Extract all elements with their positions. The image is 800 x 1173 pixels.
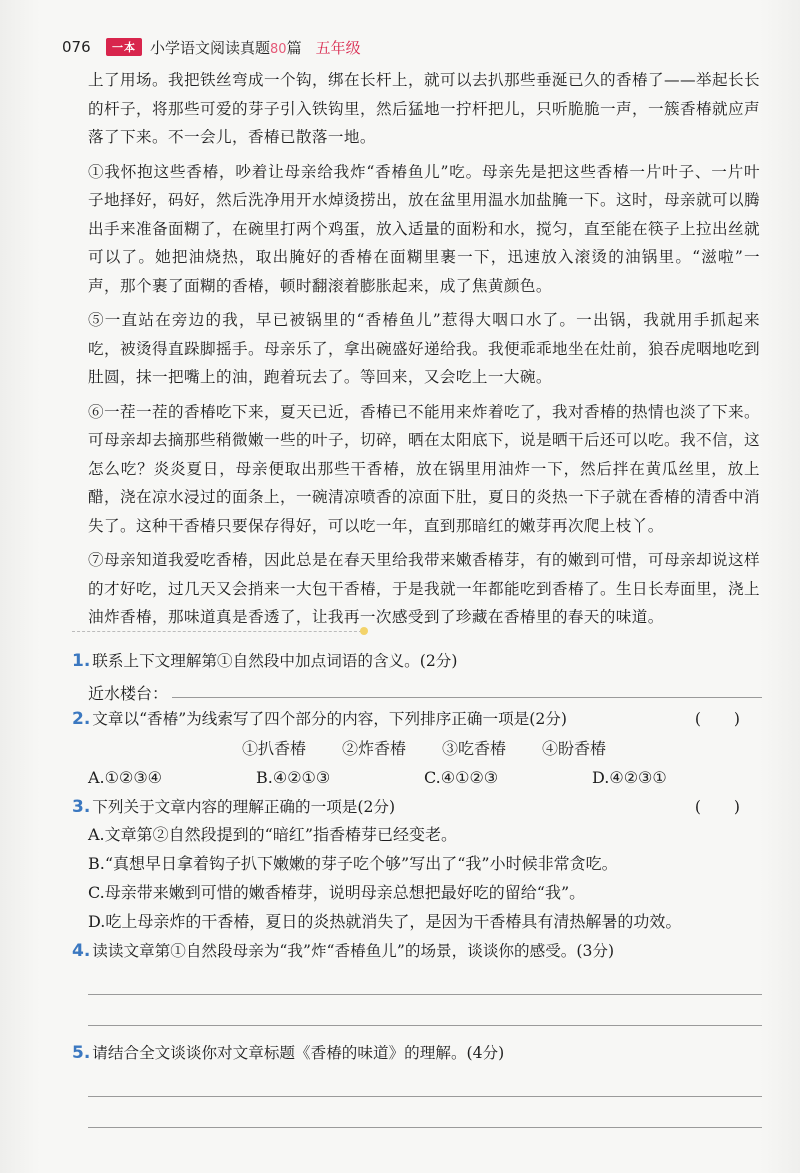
divider-line (72, 631, 362, 632)
ordering-item: ②炸香椿 (342, 738, 407, 758)
passage-paragraph: ①我怀抱这些香椿，吵着让母亲给我炸“香椿鱼儿”吃。母亲先是把这些香椿一片叶子、一片叶子地择好，码好，然后洗净用开水焯烫捞出，放在盆里用温水加盐腌一下。这时，母亲就可以腾出手来准备面糊了，在碗里打两个鸡蛋，放入适量的面粉和水，搅匀，直至能在筷子上拉出丝就可以了。她把油烧热，取出腌好的香椿在面糊里裹一下，迅速放入滚烫的油锅里。“滋啦”一声，那个裹了面糊的香椿，顿时翻滚着膨胀起来，成了焦黄颜色。 (88, 162, 760, 295)
book-title-main: 小学语文阅读真题 (150, 38, 271, 57)
question-number: 5. (72, 1043, 91, 1063)
ordering-item: ③吃香椿 (442, 738, 507, 758)
page-header (62, 36, 361, 58)
answer-line[interactable] (88, 1066, 762, 1097)
question-text: 请结合全文谈谈你对文章标题《香椿的味道》的理解。(4分) (92, 1044, 505, 1062)
choice-option[interactable]: A.①②③④ (88, 767, 163, 787)
grade-label: 五年级 (315, 38, 361, 57)
question-5 (72, 1040, 762, 1066)
ordering-item: ④盼香椿 (542, 738, 607, 758)
book-title-number: 80 (270, 41, 287, 57)
answer-paren[interactable]: ( ) (694, 710, 754, 728)
question-text: 联系上下文理解第①自然段中加点词语的含义。(2分) (92, 652, 458, 670)
question-section (72, 648, 762, 1128)
page-number: 076 (62, 38, 91, 56)
question-text: 读读文章第①自然段母亲为“我”炸“香椿鱼儿”的场景，谈谈你的感受。(3分) (92, 942, 615, 960)
passage-paragraph: ⑤一直站在旁边的我，早已被锅里的“香椿鱼儿”惹得大咽口水了。一出锅，我就用手抓起来吃，被烫得直跺脚摇手。母亲乐了，拿出碗盛好递给我。我便乖乖地坐在灶前，狼吞虎咽地吃到肚圆，抹一把嘴上的油，跑着玩去了。等回来，又会吃上一大碗。 (88, 311, 760, 386)
choice-option[interactable]: B.④②①③ (256, 767, 331, 787)
question-3 (72, 794, 762, 820)
answer-line[interactable] (172, 697, 762, 698)
answer-paren[interactable]: ( ) (694, 798, 754, 816)
choice-row (88, 762, 762, 792)
divider-dot (360, 627, 368, 635)
choice-option[interactable]: C.④①②③ (424, 767, 499, 787)
question-2 (72, 706, 762, 732)
ordering-items (242, 732, 762, 762)
question-number: 4. (72, 941, 91, 961)
question-number: 1. (72, 651, 91, 671)
book-title (150, 37, 302, 58)
choice-option[interactable]: B.“真想早日拿着钩子扒下嫩嫩的芽子吃个够”写出了“我”小时候非常贪吃。 (88, 854, 618, 873)
answer-line[interactable] (88, 1097, 762, 1128)
choice-option[interactable]: C.母亲带来嫩到可惜的嫩香椿芽，说明母亲总想把最好吃的留给“我”。 (88, 883, 586, 902)
answer-row (88, 674, 762, 704)
choice-option[interactable]: A.文章第②自然段提到的“暗红”指香椿芽已经变老。 (88, 825, 458, 844)
answer-line[interactable] (88, 995, 762, 1026)
question-text: 下列关于文章内容的理解正确的一项是(2分) (92, 798, 396, 816)
question-number: 3. (72, 797, 91, 817)
question-number: 2. (72, 709, 91, 729)
brand-logo: 一本 (106, 38, 142, 56)
passage-paragraph: ⑥一茬一茬的香椿吃下来，夏天已近，香椿已不能用来炸着吃了，我对香椿的热情也淡了下来。可母亲却去摘那些稍微嫩一些的叶子，切碎，晒在太阳底下，说是晒干后还可以吃。我不信，这怎么吃？炎炎夏日，母亲便取出那些干香椿，放在锅里用油炸一下，然后拌在黄瓜丝里，放上醋，浇在凉水浸过的面条上，一碗清凉喷香的凉面下肚，夏日的炎热一下子就在香椿的清香中消失了。这种干香椿只要保存得好，可以吃一年，直到那暗红的嫩芽再次爬上枝丫。 (88, 402, 760, 535)
passage-paragraph: ⑦母亲知道我爱吃香椿，因此总是在春天里给我带来嫩香椿芽，有的嫩到可惜，可母亲却说这样的才好吃，过几天又会捎来一大包干香椿，于是我就一年都能吃到香椿了。生日长寿面里，浇上油炸香椿，那味道真是香透了，让我再一次感受到了珍藏在香椿里的春天的味道。 (88, 551, 760, 626)
idiom-label: 近水楼台： (88, 684, 169, 703)
answer-line[interactable] (88, 964, 762, 995)
reading-passage (88, 66, 760, 632)
section-divider (72, 628, 372, 634)
choice-option[interactable]: D.吃上母亲炸的干香椿，夏日的炎热就消失了，是因为干香椿具有清热解暑的功效。 (88, 912, 682, 931)
book-title-suffix: 篇 (286, 38, 302, 57)
passage-paragraph: 上了用场。我把铁丝弯成一个钩，绑在长杆上，就可以去扒那些垂涎已久的香椿了——举起长长的杆子，将那些可爱的芽子引入铁钩里，然后猛地一拧杆把儿，只听脆脆一声，一簇香椿就应声落了下来。不一会儿，香椿已散落一地。 (88, 71, 760, 146)
question-1 (72, 648, 762, 674)
choice-option[interactable]: D.④②③① (592, 767, 667, 787)
ordering-item: ①扒香椿 (242, 738, 307, 758)
question-text: 文章以“香椿”为线索写了四个部分的内容，下列排序正确一项是(2分) (92, 710, 567, 728)
question-4 (72, 938, 762, 964)
